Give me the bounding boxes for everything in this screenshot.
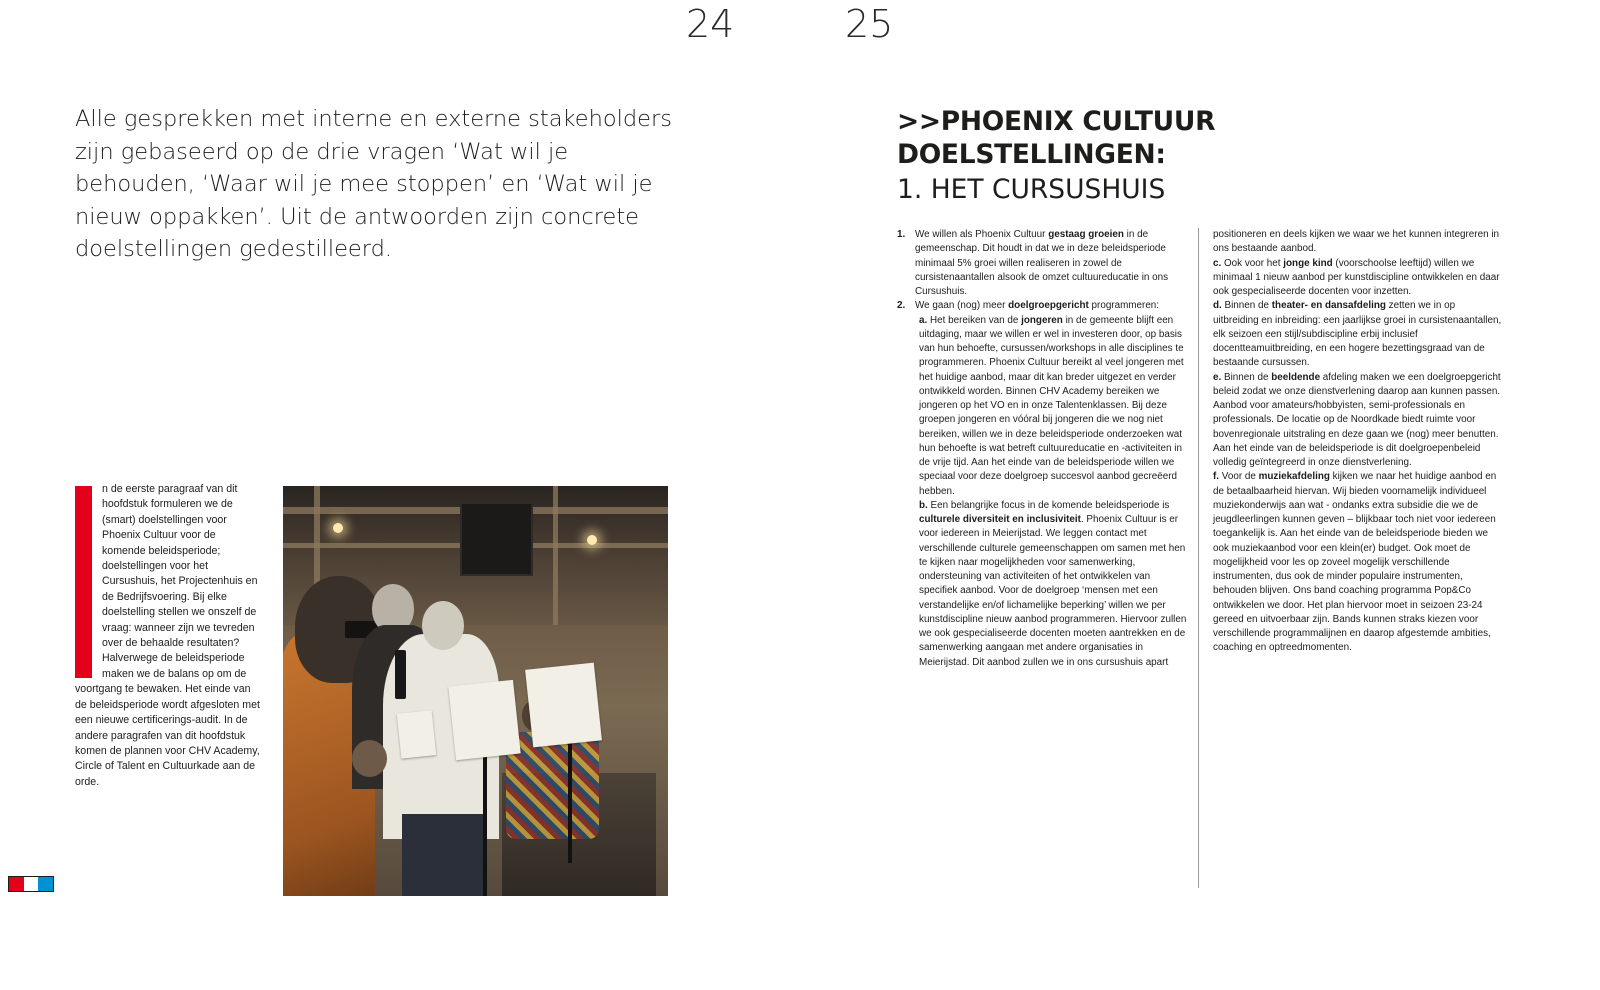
list-item-2d: d. Binnen de theater- en dansafdeling zetten we in op uitbreiding en inbreiding: een jaarlijkse groei in cursistenaantallen, elk seizoen een stijl/subdiscipline erbij inclusief docentteamuitbreiding, en een hogere bezettingsgraad van de bestaande cursussen. bbox=[1213, 300, 1502, 369]
list-number-2: 2. bbox=[897, 300, 906, 312]
left-body-text: n de eerste paragraaf van dit hoofdstuk formuleren we de (smart) doelstellingen voor Phoenix Cultuur voor de komende beleidsperiode; doelstellingen voor het Cursushuis, het Projectenhuis en de Bedrijfsvoering. Bij elke doelstelling stellen we onszelf de vraag: wanneer zijn we tevreden over de behaalde resultaten? Halverwege de beleidsperiode maken we de balans op om de voortgang te bewaken. Het einde van de beleidsperiode wordt afgesloten met een nieuwe certificerings-audit. In de andere paragrafen van dit hoofdstuk komen de plannen voor CHV Academy, Circle of Talent en Cultuurkade aan de orde. bbox=[75, 483, 260, 788]
list-text-2: We gaan (nog) meer doelgroepgericht programmeren: bbox=[915, 300, 1160, 312]
photo-rehearsal bbox=[283, 486, 668, 896]
list-item-2f: f. Voor de muziekafdeling kijken we naar het huidige aanbod en de betaalbaarheid hiervan. Wij bieden voornamelijk individueel muziekonderwijs aan wat - ondanks extra subsidie die we de jeugdleerlingen kunnen geven – blijkbaar toch niet voor iedereen toegankelijk is. Aan het einde van de beleidsperiode bieden we ook muziekaanbod voor een klein(er) budget. Ook moet de mogelijkheid voor les op zoveel mogelijk verschillende instrumenten, dus ook de minder populaire instrumenten, behouden blijven. Ons band coaching programma Pop&Co ontwikkelen we door. Het plan hiervoor moet in seizoen 23-24 gereed en uitvoerbaar zijn. Bands kunnen straks kiezen voor verschillende programmalijnen en daarop afgestemde ambities, coaching en optreedmomenten. bbox=[1213, 471, 1497, 654]
list-text-1: We willen als Phoenix Cultuur gestaag groeien in de gemeenschap. Dit houdt in dat we in deze beleidsperiode minimaal 5% groei willen realiseren in zowel de cursistenaantallen alsook de omzet cultuureducatie in ons Cursushuis. bbox=[915, 229, 1169, 297]
list-item-1 bbox=[897, 228, 1187, 299]
column-1 bbox=[897, 228, 1187, 670]
color-bar-left bbox=[8, 876, 54, 892]
dropcap-letter-i bbox=[75, 486, 92, 678]
section-title-line3: 1. HET CURSUSHUIS bbox=[897, 174, 1166, 205]
list-item-2c: c. Ook voor het jonge kind (voorschoolse leeftijd) willen we minimaal 1 nieuw aanbod per kunstdiscipline ontwikkelen en daar ook gespecialiseerde docenten voor inzetten. bbox=[1213, 257, 1500, 297]
list-item-2a: a. Het bereiken van de jongeren in de gemeente blijft een uitdaging, maar we willen er wel in investeren door, op basis van hun behoefte, cursussen/workshops in alle disciplines te programmeren. Phoenix Cultuur bereikt al veel jongeren met het huidige aanbod, maar dit kan breder uitgezet en verder ontwikkeld worden. Binnen CHV Academy bereiken we jongeren op het VO en in onze Talentenklassen. Bij deze groepen jongeren en vóóral bij jongeren die we nog niet bereiken, willen we in deze beleidsperiode onderzoeken wat hun behoefte is wat betreft cultuureducatie en -activiteiten in de vrije tijd. Aan het einde van de beleidsperiode willen we speciaal voor deze doelgroep succesvol aanbod gecreëerd hebben. bbox=[919, 314, 1184, 497]
page-number-left: 24 bbox=[686, 2, 735, 46]
section-title-line2: DOELSTELLINGEN: bbox=[897, 139, 1166, 170]
list-item-2e: e. Binnen de beeldende afdeling maken we een doelgroepgericht beleid zodat we onze dienstverlening daarop aan kunnen passen. Aanbod voor amateurs/hobbyisten, semi-professionals en professionals. De locatie op de Noordkade biedt ruimte voor bovenregionale uitstraling en deze gaan we (nog) meer benutten. Aan het einde van de beleidsperiode is dit doelgroepenbeleid volledig geïntegreerd in onze dienstverlening. bbox=[1213, 371, 1501, 468]
column-2 bbox=[1213, 228, 1503, 670]
page-number-right: 25 bbox=[845, 2, 894, 46]
column-divider bbox=[1198, 228, 1199, 888]
list-item-2 bbox=[897, 299, 1187, 313]
right-page bbox=[878, 0, 1600, 990]
intro-paragraph: Alle gesprekken met interne en externe stakeholders zijn gebaseerd op de drie vragen ‘Wat wil je behouden, ‘Waar wil je mee stoppen’ en ‘Wat wil je nieuw oppakken’. Uit de antwoorden zijn concrete doelstellingen gedestilleerd. bbox=[75, 106, 672, 262]
section-title-line1: >>PHOENIX CULTUUR bbox=[897, 106, 1216, 137]
section-title bbox=[897, 105, 1537, 207]
dropcap-text-block bbox=[75, 482, 262, 790]
body-columns bbox=[897, 228, 1573, 670]
list-number-1: 1. bbox=[897, 229, 906, 240]
continuation-text: positioneren en deels kijken we waar we het kunnen integreren in ons bestaande aanbod. bbox=[1213, 229, 1500, 255]
list-item-2b: b. Een belangrijke focus in de komende beleidsperiode is culturele diversiteit en inclusiviteit. Phoenix Cultuur is er voor iedereen in Meierijstad. We leggen contact met verschillende culturele gemeenschappen om samen met hen te kijken naar mogelijkheden voor samenwerking, ondersteuning van activiteiten of het ontwikkelen van specifiek aanbod. Voor de doelgroep ‘mensen met een verstandelijke en/of lichamelijke beperking’ willen we per kunstdiscipline nieuw aanbod programmeren. Hiervoor zullen we ook gespecialiseerde docenten moeten aantrekken en de samenwerking aangaan met andere organisaties in Meierijstad. Dit aanbod zullen we in ons cursushuis apart bbox=[919, 499, 1187, 668]
